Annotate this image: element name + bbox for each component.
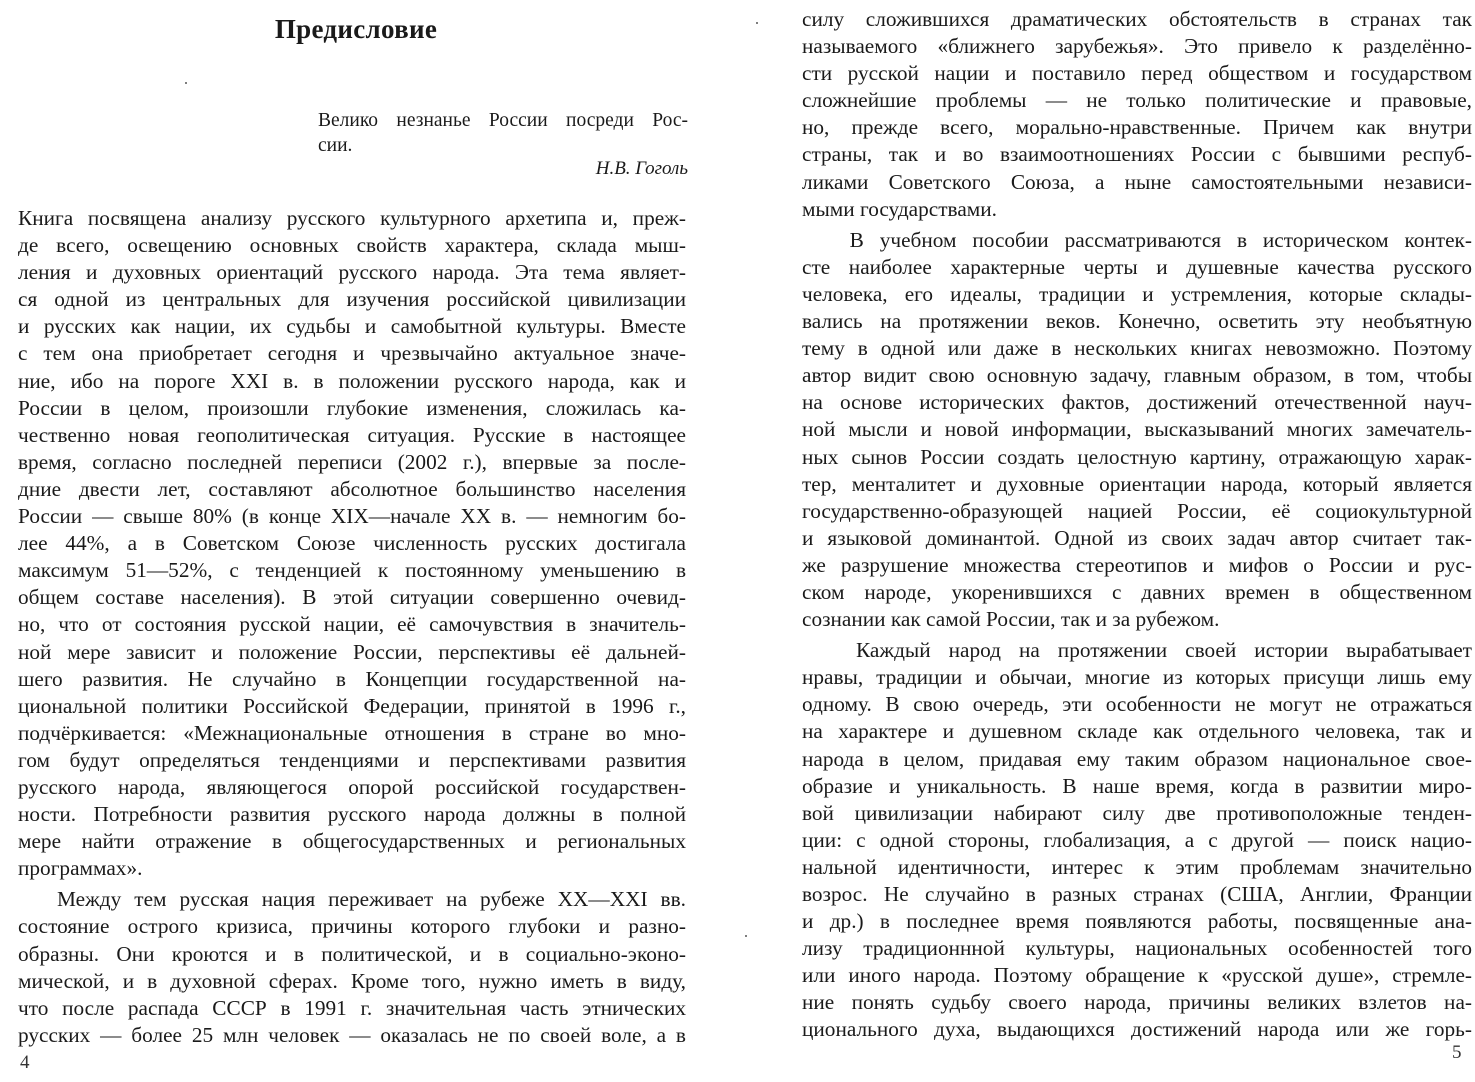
- text-line: ности. Потребности развития русского народа должны в полной: [18, 802, 686, 827]
- text-line: ционального духа, выдающихся достижений народа или же горь-: [802, 1017, 1472, 1042]
- text-line: Между тем русская нация переживает на рубеже XX—XXI вв.: [18, 887, 686, 912]
- text-line: человека, его идеалы, традиции и устремления, которые склады-: [802, 281, 1472, 306]
- text-line: ных сынов России создать целостную картину, отражающую харак-: [802, 444, 1472, 469]
- text-line: вались на протяжении веков. Конечно, осветить эту необъятную: [802, 309, 1472, 334]
- text-line: сложнейшие проблемы — не только политические и правовые,: [802, 88, 1472, 113]
- text-line: тер, менталитет и духовные ориентации народа, который является: [802, 471, 1472, 496]
- text-line: мической, и в духовной сферах. Кроме того, нужно иметь в виду,: [18, 968, 686, 993]
- scan-speck: [756, 22, 758, 24]
- text-line: Каждый народ на протяжении своей истории вырабатывает: [802, 638, 1472, 663]
- text-line: гом будут определяться тенденциями и перспективами развития: [18, 747, 686, 772]
- text-line: называемого «ближнего зарубежья». Это привело к разделённо-: [802, 34, 1472, 59]
- right-page: [802, 0, 1472, 1082]
- text-line: состояние острого кризиса, причины которого глубоки и разно-: [18, 914, 686, 939]
- text-line: ликами Советского Союза, а ныне самостоятельными независи-: [802, 169, 1472, 194]
- text-line: страны, так и во взаимоотношениях России с бывшими респуб-: [802, 142, 1472, 167]
- text-line: В учебном пособии рассматриваются в историческом контек-: [802, 227, 1472, 252]
- epigraph-author: Н.В. Гоголь: [595, 158, 688, 179]
- epigraph-line: Велико незнанье России посреди Рос-: [318, 110, 688, 131]
- text-line: мыми государствами.: [802, 196, 997, 221]
- text-line: лее 44%, а в Советском Союзе численность русских достигала: [18, 531, 686, 556]
- text-line: нравы, традиции и обычаи, многие из которых присущи лишь ему: [802, 665, 1472, 690]
- text-line: вой цивилизации набирают силу две противоположные тенден-: [802, 800, 1472, 825]
- text-line: Книга посвящена анализу русского культурного архетипа и, преж-: [18, 206, 686, 230]
- text-line: возрос. Не случайно в разных странах (США, Англии, Франции: [802, 882, 1472, 906]
- text-line: программах».: [18, 856, 143, 881]
- text-line: де всего, освещению основных свойств характера, склада мыш-: [18, 233, 686, 258]
- left-page: [18, 0, 686, 1082]
- text-line: русского народа, являющегося опорой российской государствен-: [18, 774, 686, 799]
- text-line: но, прежде всего, морально-нравственные. Причем как внутри: [802, 115, 1472, 140]
- text-line: одному. В свою очередь, эти особенности не могут не отражаться: [802, 692, 1472, 717]
- text-line: но, что от состояния русской нации, её самочувствия в значитель-: [18, 612, 686, 637]
- text-line: же разрушение множества стереотипов и мифов о России и рус-: [802, 552, 1472, 577]
- text-line: автор видит свою основную задачу, главным образом, в том, чтобы: [802, 363, 1472, 388]
- page-number-right: 5: [1452, 1042, 1462, 1063]
- text-line: ции: с одной стороны, глобализация, а с другой — поиск нацио-: [802, 827, 1472, 852]
- epigraph-line: сии.: [318, 135, 353, 156]
- scan-speck: [185, 82, 187, 84]
- text-line: что после распада СССР в 1991 г. значительная часть этнических: [18, 995, 686, 1020]
- text-line: шего развития. Не случайно в Концепции государственной на-: [18, 666, 686, 691]
- text-line: максимум 51—52%, с тенденцией к постоянному уменьшению в: [18, 558, 686, 583]
- text-line: чественно новая геополитическая ситуация. Русские в настоящее: [18, 422, 686, 447]
- text-line: ние понять судьбу своего народа, причины великих взлетов на-: [802, 990, 1472, 1015]
- text-line: образие и уникальность. В наше время, когда в развитии миро-: [802, 773, 1472, 798]
- text-line: России — свыше 80% (в конце XIX—начале XX в. — немногим бо-: [18, 504, 686, 529]
- text-line: нальной идентичности, интерес к этим проблемам значительно: [802, 854, 1472, 879]
- epigraph: [318, 108, 688, 158]
- text-line: время, согласно последней переписи (2002 г.), впервые за после-: [18, 449, 686, 474]
- text-line: сти русской нации и поставило перед обществом и государством: [802, 61, 1472, 86]
- text-line: России в целом, произошли глубокие изменения, сложилась ка-: [18, 395, 686, 420]
- text-line: ние, ибо на пороге XXI в. в положении русского народа, как и: [18, 368, 686, 393]
- text-line: ной мысли и новой информации, высказываний многих замечатель-: [802, 417, 1472, 442]
- text-line: ском народе, укоренившихся с давних времен в общественном: [802, 579, 1472, 604]
- text-line: ся одной из центральных для изучения российской цивилизации: [18, 287, 686, 312]
- text-line: или иного народа. Поэтому обращение к «русской душе», стремле-: [802, 963, 1472, 988]
- text-line: мере найти отражение в общегосударственных и региональных: [18, 829, 686, 854]
- text-line: сознании как самой России, так и за рубежом.: [802, 607, 1220, 632]
- text-line: подчёркивается: «Межнациональные отношения в стране во мно-: [18, 720, 686, 745]
- text-line: на основе исторических фактов, достижений отечественной науч-: [802, 390, 1472, 415]
- right-body-text: [802, 6, 1472, 1044]
- text-line: и др.) в последнее время появляются работы, посвященные ана-: [802, 909, 1472, 934]
- text-line: образны. Они кроются и в политической, и в социально-эконо-: [18, 941, 686, 966]
- left-body-text: [18, 205, 686, 1049]
- text-line: народа в целом, придавая ему таким образом национальное свое-: [802, 746, 1472, 771]
- text-line: лизу традиционнной культуры, национальных особенностей того: [802, 936, 1472, 961]
- text-line: русских — более 25 млн человек — оказалась не по своей воле, а в: [18, 1022, 686, 1047]
- text-line: и русских как нации, их судьбы и самобытной культуры. Вместе: [18, 314, 686, 339]
- scan-speck: [745, 935, 747, 937]
- text-line: сте наиболее характерные черты и душевные качества русского: [802, 254, 1472, 279]
- text-line: государственно-образующей нацией России, её социокультурной: [802, 498, 1472, 523]
- text-line: ной мере зависит и положение России, перспективы её дальней-: [18, 639, 686, 664]
- text-line: с тем она приобретает сегодня и чрезвычайно актуальное значе-: [18, 341, 686, 366]
- text-line: дние двести лет, составляют абсолютное большинство населения: [18, 476, 686, 501]
- chapter-title: Предисловие: [274, 14, 438, 44]
- text-line: общем составе населения). В этой ситуации совершенно очевид-: [18, 585, 686, 610]
- text-line: силу сложившихся драматических обстоятельств в странах так: [802, 7, 1472, 31]
- text-line: тему в одной или даже в нескольких книгах невозможно. Поэтому: [802, 336, 1472, 361]
- text-line: и языковой доминантой. Одной из своих задач автор считает так-: [802, 525, 1472, 550]
- text-line: ления и духовных ориентаций русского народа. Эта тема являет-: [18, 260, 686, 285]
- text-line: циональной политики Российской Федерации, принятой в 1996 г.,: [18, 693, 686, 718]
- text-line: на характере и душевном складе как отдельного человека, так и: [802, 719, 1472, 744]
- page-number-left: 4: [20, 1052, 30, 1073]
